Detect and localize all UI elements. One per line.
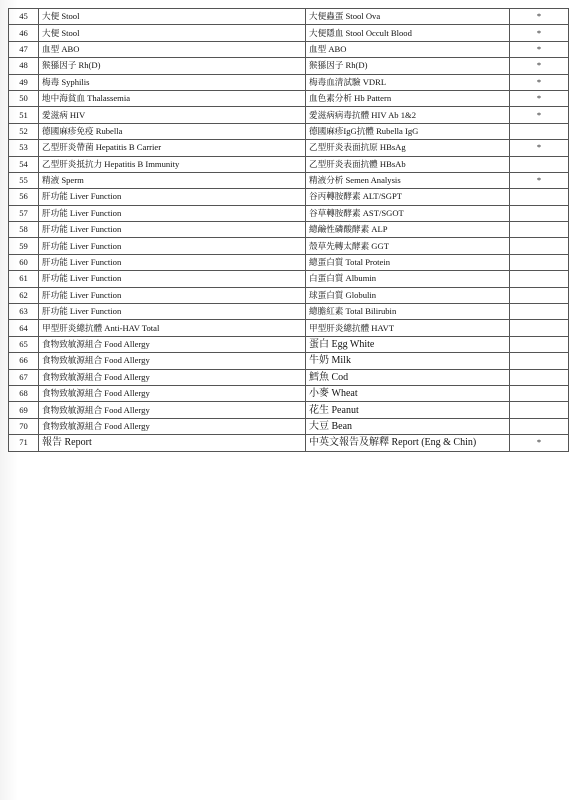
included-mark-cell	[510, 189, 569, 205]
row-number-cell: 69	[9, 402, 39, 418]
table-row	[9, 271, 569, 287]
item-name-cell: 報告 Report	[39, 435, 306, 451]
test-name-cell: 乙型肝炎表面抗原 HBsAg	[306, 140, 510, 156]
item-name-cell: 食物致敏源組合 Food Allergy	[39, 385, 306, 401]
table-row	[9, 336, 569, 352]
included-mark-cell: *	[510, 435, 569, 451]
item-name-cell: 食物致敏源組合 Food Allergy	[39, 353, 306, 369]
row-number-cell: 46	[9, 25, 39, 41]
test-name-cell: 花生 Peanut	[306, 402, 510, 418]
row-number-cell: 61	[9, 271, 39, 287]
included-mark-cell	[510, 402, 569, 418]
row-number-cell: 52	[9, 123, 39, 139]
test-name-cell: 乙型肝炎表面抗體 HBsAb	[306, 156, 510, 172]
row-number-cell: 58	[9, 222, 39, 238]
included-mark-cell	[510, 123, 569, 139]
item-name-cell: 肝功能 Liver Function	[39, 304, 306, 320]
table-row	[9, 172, 569, 188]
row-number-cell: 47	[9, 41, 39, 57]
table-row	[9, 9, 569, 25]
table-row	[9, 254, 569, 270]
included-mark-cell: *	[510, 74, 569, 90]
table-row	[9, 205, 569, 221]
table-row	[9, 25, 569, 41]
item-name-cell: 德國麻疹免疫 Rubella	[39, 123, 306, 139]
test-name-cell: 球蛋白質 Globulin	[306, 287, 510, 303]
row-number-cell: 50	[9, 90, 39, 106]
test-name-cell: 甲型肝炎總抗體 HAVT	[306, 320, 510, 336]
test-name-cell: 總鹼性磷酸酵素 ALP	[306, 222, 510, 238]
included-mark-cell: *	[510, 9, 569, 25]
included-mark-cell	[510, 254, 569, 270]
row-number-cell: 45	[9, 9, 39, 25]
table-row	[9, 320, 569, 336]
table-row	[9, 287, 569, 303]
test-name-cell: 愛滋病病毒抗體 HIV Ab 1&2	[306, 107, 510, 123]
included-mark-cell	[510, 353, 569, 369]
test-name-cell: 鱈魚 Cod	[306, 369, 510, 385]
test-name-cell: 血型 ABO	[306, 41, 510, 57]
item-name-cell: 愛滋病 HIV	[39, 107, 306, 123]
test-name-cell: 殼草先轉太酵素 GGT	[306, 238, 510, 254]
test-name-cell: 精液分析 Semen Analysis	[306, 172, 510, 188]
row-number-cell: 49	[9, 74, 39, 90]
included-mark-cell: *	[510, 107, 569, 123]
item-name-cell: 梅毒 Syphilis	[39, 74, 306, 90]
row-number-cell: 54	[9, 156, 39, 172]
item-name-cell: 肝功能 Liver Function	[39, 205, 306, 221]
included-mark-cell	[510, 320, 569, 336]
table-row	[9, 369, 569, 385]
row-number-cell: 53	[9, 140, 39, 156]
item-name-cell: 乙型肝炎帶菌 Hepatitis B Carrier	[39, 140, 306, 156]
item-name-cell: 食物致敏源組合 Food Allergy	[39, 402, 306, 418]
item-name-cell: 肝功能 Liver Function	[39, 238, 306, 254]
row-number-cell: 51	[9, 107, 39, 123]
table-row	[9, 107, 569, 123]
table-row	[9, 90, 569, 106]
row-number-cell: 67	[9, 369, 39, 385]
row-number-cell: 48	[9, 58, 39, 74]
table-row	[9, 304, 569, 320]
item-name-cell: 肝功能 Liver Function	[39, 287, 306, 303]
item-name-cell: 肝功能 Liver Function	[39, 222, 306, 238]
included-mark-cell	[510, 287, 569, 303]
item-name-cell: 肝功能 Liver Function	[39, 189, 306, 205]
table-row	[9, 140, 569, 156]
item-name-cell: 大便 Stool	[39, 25, 306, 41]
included-mark-cell	[510, 385, 569, 401]
included-mark-cell	[510, 418, 569, 434]
item-name-cell: 肝功能 Liver Function	[39, 271, 306, 287]
table-row	[9, 418, 569, 434]
test-name-cell: 總膽紅素 Total Bilirubin	[306, 304, 510, 320]
test-name-cell: 血色素分析 Hb Pattern	[306, 90, 510, 106]
test-name-cell: 大豆 Bean	[306, 418, 510, 434]
test-name-cell: 猴猻因子 Rh(D)	[306, 58, 510, 74]
test-name-cell: 谷丙轉胺酵素 ALT/SGPT	[306, 189, 510, 205]
item-name-cell: 乙型肝炎抵抗力 Hepatitis B Immunity	[39, 156, 306, 172]
test-name-cell: 大便隱血 Stool Occult Blood	[306, 25, 510, 41]
table-row	[9, 74, 569, 90]
test-name-cell: 大便蟲蛋 Stool Ova	[306, 9, 510, 25]
included-mark-cell	[510, 156, 569, 172]
test-name-cell: 梅毒血清試驗 VDRL	[306, 74, 510, 90]
row-number-cell: 65	[9, 336, 39, 352]
table-row	[9, 238, 569, 254]
item-name-cell: 大便 Stool	[39, 9, 306, 25]
included-mark-cell	[510, 336, 569, 352]
included-mark-cell: *	[510, 172, 569, 188]
item-name-cell: 地中海貧血 Thalassemia	[39, 90, 306, 106]
item-name-cell: 精液 Sperm	[39, 172, 306, 188]
included-mark-cell: *	[510, 58, 569, 74]
item-name-cell: 食物致敏源組合 Food Allergy	[39, 336, 306, 352]
included-mark-cell: *	[510, 90, 569, 106]
table-row	[9, 41, 569, 57]
included-mark-cell	[510, 369, 569, 385]
table-row	[9, 123, 569, 139]
included-mark-cell	[510, 205, 569, 221]
included-mark-cell	[510, 271, 569, 287]
table-row	[9, 353, 569, 369]
included-mark-cell: *	[510, 140, 569, 156]
row-number-cell: 57	[9, 205, 39, 221]
included-mark-cell: *	[510, 41, 569, 57]
table-row	[9, 222, 569, 238]
included-mark-cell: *	[510, 25, 569, 41]
row-number-cell: 55	[9, 172, 39, 188]
row-number-cell: 71	[9, 435, 39, 451]
row-number-cell: 62	[9, 287, 39, 303]
test-name-cell: 總蛋白質 Total Protein	[306, 254, 510, 270]
test-name-cell: 白蛋白質 Albumin	[306, 271, 510, 287]
table-row	[9, 58, 569, 74]
test-name-cell: 谷草轉胺酵素 AST/SGOT	[306, 205, 510, 221]
item-name-cell: 猴猻因子 Rh(D)	[39, 58, 306, 74]
table-row	[9, 402, 569, 418]
test-name-cell: 蛋白 Egg White	[306, 336, 510, 352]
included-mark-cell	[510, 222, 569, 238]
item-name-cell: 食物致敏源組合 Food Allergy	[39, 418, 306, 434]
row-number-cell: 68	[9, 385, 39, 401]
item-name-cell: 甲型肝炎總抗體 Anti-HAV Total	[39, 320, 306, 336]
row-number-cell: 70	[9, 418, 39, 434]
row-number-cell: 63	[9, 304, 39, 320]
table-row	[9, 189, 569, 205]
test-name-cell: 牛奶 Milk	[306, 353, 510, 369]
table-body	[9, 9, 569, 452]
item-name-cell: 血型 ABO	[39, 41, 306, 57]
test-name-cell: 中英文報告及解釋 Report (Eng & Chin)	[306, 435, 510, 451]
test-name-cell: 小麥 Wheat	[306, 385, 510, 401]
row-number-cell: 60	[9, 254, 39, 270]
row-number-cell: 59	[9, 238, 39, 254]
test-items-table	[8, 8, 569, 452]
table-row	[9, 435, 569, 451]
test-name-cell: 德國麻疹IgG抗體 Rubella IgG	[306, 123, 510, 139]
row-number-cell: 64	[9, 320, 39, 336]
included-mark-cell	[510, 238, 569, 254]
row-number-cell: 66	[9, 353, 39, 369]
table-row	[9, 156, 569, 172]
item-name-cell: 肝功能 Liver Function	[39, 254, 306, 270]
table-row	[9, 385, 569, 401]
included-mark-cell	[510, 304, 569, 320]
item-name-cell: 食物致敏源組合 Food Allergy	[39, 369, 306, 385]
row-number-cell: 56	[9, 189, 39, 205]
